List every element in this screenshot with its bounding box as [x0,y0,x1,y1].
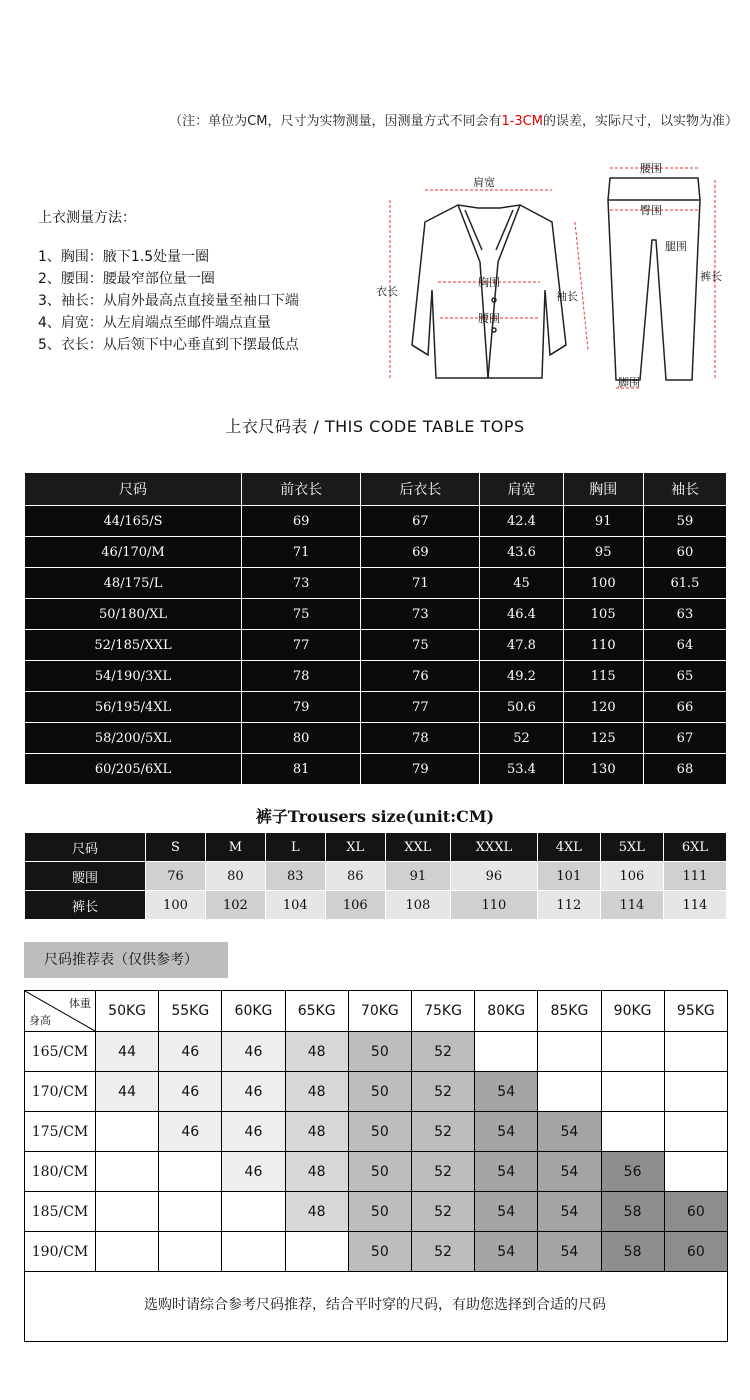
cell: 106 [325,891,385,920]
cell: 86 [325,862,385,891]
table-row [25,1232,728,1272]
cell [664,1152,727,1192]
cell: 52 [411,1152,474,1192]
header-cell: 5XL [600,833,663,862]
cell: 54 [538,1112,601,1152]
cell: 68 [643,754,726,785]
label-length: 衣长 [376,285,398,298]
cell: 48 [285,1112,348,1152]
recommend-footer-note: 选购时请综合参考尺码推荐，结合平时穿的尺码，有助您选择到合适的尺码 [144,1297,606,1313]
cell: 67 [361,506,480,537]
corner-cell [25,991,96,1032]
cell: 44 [96,1032,159,1072]
height-label: 170/CM [25,1072,96,1112]
cell: 60/205/6XL [25,754,242,785]
cell: 56 [601,1152,664,1192]
cell: 48 [285,1192,348,1232]
cell: 50 [348,1192,411,1232]
cell [96,1112,159,1152]
cell: 67 [643,723,726,754]
weight-header: 90KG [601,991,664,1032]
cell: 71 [361,568,480,599]
cell: 50 [348,1152,411,1192]
cell [159,1232,222,1272]
cell: 47.8 [480,630,563,661]
weight-header: 85KG [538,991,601,1032]
header-cell: L [265,833,325,862]
table-row [25,1152,728,1192]
cell: 58 [601,1232,664,1272]
table-row [25,599,727,630]
cell: 54/190/3XL [25,661,242,692]
table-row [25,891,727,920]
table-row [25,692,727,723]
corner-height-label: 身高 [29,1014,51,1027]
cell: 95 [563,537,643,568]
cell: 60 [664,1232,727,1272]
note-suffix: 的误差，实际尺寸，以实物为准） [542,114,738,129]
size-recommendation-table [24,990,728,1272]
cell: 102 [205,891,265,920]
table-row [25,661,727,692]
cell [601,1112,664,1152]
trousers-size-table [24,832,727,920]
table-row [25,1072,728,1112]
cell: 52/185/XXL [25,630,242,661]
cell: 52 [411,1032,474,1072]
weight-header: 50KG [96,991,159,1032]
cell: 105 [563,599,643,630]
cell: 75 [361,630,480,661]
recommend-tab: 尺码推荐表（仅供参考） [24,942,228,978]
label-hip: 臀围 [640,204,662,217]
jacket-illustration [412,205,566,378]
trousers-title: 裤子Trousers size(unit:CM) [255,807,495,826]
cell: 54 [475,1232,538,1272]
cell: 91 [563,506,643,537]
header-cell: XL [325,833,385,862]
label-sleeve: 袖长 [556,290,578,303]
cell: 54 [475,1192,538,1232]
tops-size-table [24,472,727,785]
cell: 59 [643,506,726,537]
header-cell: 后衣长 [361,473,480,506]
cell: 130 [563,754,643,785]
cell [601,1032,664,1072]
header-cell: 4XL [537,833,600,862]
cell: 100 [563,568,643,599]
cell: 69 [242,506,361,537]
table-row [25,1112,728,1152]
cell: 101 [537,862,600,891]
cell: 100 [146,891,206,920]
table-row [25,754,727,785]
cell: 46/170/M [25,537,242,568]
cell: 45 [480,568,563,599]
cell: 50.6 [480,692,563,723]
cell: 61.5 [643,568,726,599]
cell: 80 [205,862,265,891]
cell [475,1032,538,1072]
header-cell: 胸围 [563,473,643,506]
table-row [25,723,727,754]
label-pants-length: 裤长 [700,270,722,283]
method-item: 4、肩宽：从左肩端点至邮件端点直量 [38,315,271,331]
cell: 60 [643,537,726,568]
label-shoulder: 肩宽 [473,176,495,189]
cell: 46 [222,1112,285,1152]
table-row [25,862,727,891]
cell: 79 [242,692,361,723]
header-cell: S [146,833,206,862]
method-item: 2、腰围：腰最窄部位量一圈 [38,271,215,287]
cell: 76 [146,862,206,891]
cell: 108 [385,891,450,920]
cell [159,1192,222,1232]
cell: 50 [348,1072,411,1112]
cell: 60 [664,1192,727,1232]
height-label: 180/CM [25,1152,96,1192]
height-label: 165/CM [25,1032,96,1072]
height-label: 175/CM [25,1112,96,1152]
cell [285,1232,348,1272]
cell [159,1152,222,1192]
cell: 64 [643,630,726,661]
cell: 52 [411,1232,474,1272]
table-row [25,506,727,537]
cell: 104 [265,891,325,920]
cell: 52 [411,1072,474,1112]
header-cell: M [205,833,265,862]
table-row [25,568,727,599]
cell: 76 [361,661,480,692]
label-chest: 胸围 [478,276,500,289]
cell: 106 [600,862,663,891]
weight-header: 55KG [159,991,222,1032]
cell: 46 [159,1032,222,1072]
cell [96,1152,159,1192]
cell: 50 [348,1032,411,1072]
label-thigh: 腿围 [665,240,687,253]
header-cell: 尺码 [25,833,146,862]
header-cell: 6XL [663,833,726,862]
cell: 65 [643,661,726,692]
weight-header: 95KG [664,991,727,1032]
cell: 112 [537,891,600,920]
cell: 54 [538,1192,601,1232]
row-label: 腰围 [25,862,146,891]
table-header-row [25,833,727,862]
cell: 46 [159,1072,222,1112]
cell: 54 [538,1232,601,1272]
cell: 77 [361,692,480,723]
header-cell: 前衣长 [242,473,361,506]
cell: 110 [563,630,643,661]
cell: 48 [285,1152,348,1192]
cell: 69 [361,537,480,568]
table-header-row [25,473,727,506]
cell: 52 [411,1112,474,1152]
cell: 56/195/4XL [25,692,242,723]
table-row [25,630,727,661]
cell [96,1192,159,1232]
cell: 63 [643,599,726,630]
cell: 71 [242,537,361,568]
cell: 111 [663,862,726,891]
method-item: 1、胸围：腋下1.5处量一圈 [38,249,210,265]
cell: 42.4 [480,506,563,537]
cell: 46 [222,1152,285,1192]
cell [222,1192,285,1232]
label-pants-waist: 腰围 [640,162,662,175]
header-cell: 肩宽 [480,473,563,506]
method-item: 3、袖长：从肩外最高点直接量至袖口下端 [38,293,299,309]
weight-header: 60KG [222,991,285,1032]
method-item: 5、衣长：从后领下中心垂直到下摆最低点 [38,337,299,353]
cell [664,1112,727,1152]
cell: 83 [265,862,325,891]
weight-header: 80KG [475,991,538,1032]
cell [664,1072,727,1112]
cell: 115 [563,661,643,692]
measurement-diagram [370,150,740,400]
cell: 96 [451,862,538,891]
cell: 46 [159,1112,222,1152]
cell: 125 [563,723,643,754]
note-prefix: （注：单位为CM，尺寸为实物测量，因测量方式不同会有 [169,114,502,129]
weight-header: 65KG [285,991,348,1032]
cell: 44/165/S [25,506,242,537]
cell [538,1072,601,1112]
measurement-note [0,110,738,129]
method-list [38,246,299,356]
cell: 110 [451,891,538,920]
corner-weight-label: 体重 [69,997,91,1010]
cell: 73 [242,568,361,599]
cell: 58 [601,1192,664,1232]
header-cell: 袖长 [643,473,726,506]
label-hem: 脚围 [618,376,640,389]
cell: 58/200/5XL [25,723,242,754]
method-title: 上衣测量方法： [38,210,136,226]
weight-header: 75KG [411,991,474,1032]
cell: 120 [563,692,643,723]
cell: 54 [475,1112,538,1152]
cell: 91 [385,862,450,891]
table-row [25,537,727,568]
cell: 48/175/L [25,568,242,599]
cell: 78 [361,723,480,754]
cell: 54 [475,1152,538,1192]
cell: 75 [242,599,361,630]
cell: 78 [242,661,361,692]
cell: 50 [348,1232,411,1272]
cell: 66 [643,692,726,723]
table-row [25,1192,728,1232]
cell: 81 [242,754,361,785]
cell: 54 [475,1072,538,1112]
cell [664,1032,727,1072]
cell: 52 [411,1192,474,1232]
cell: 52 [480,723,563,754]
cell: 50/180/XL [25,599,242,630]
tops-title: 上衣尺码表 / THIS CODE TABLE TOPS [225,417,525,436]
cell: 48 [285,1032,348,1072]
cell: 77 [242,630,361,661]
header-cell: XXXL [451,833,538,862]
height-label: 185/CM [25,1192,96,1232]
note-highlight: 1-3CM [501,114,543,129]
cell [96,1232,159,1272]
table-row [25,1032,728,1072]
cell: 79 [361,754,480,785]
cell: 50 [348,1112,411,1152]
cell [222,1232,285,1272]
cell [538,1032,601,1072]
table-header-row [25,991,728,1032]
cell: 43.6 [480,537,563,568]
cell: 48 [285,1072,348,1112]
cell: 46 [222,1032,285,1072]
cell [601,1072,664,1112]
cell: 46 [222,1072,285,1112]
cell: 80 [242,723,361,754]
cell: 54 [538,1152,601,1192]
header-cell: XXL [385,833,450,862]
height-label: 190/CM [25,1232,96,1272]
row-label: 裤长 [25,891,146,920]
cell: 49.2 [480,661,563,692]
cell: 114 [600,891,663,920]
cell: 46.4 [480,599,563,630]
cell: 44 [96,1072,159,1112]
cell: 114 [663,891,726,920]
weight-header: 70KG [348,991,411,1032]
header-cell: 尺码 [25,473,242,506]
cell: 53.4 [480,754,563,785]
label-waist: 腰围 [478,312,500,325]
cell: 73 [361,599,480,630]
